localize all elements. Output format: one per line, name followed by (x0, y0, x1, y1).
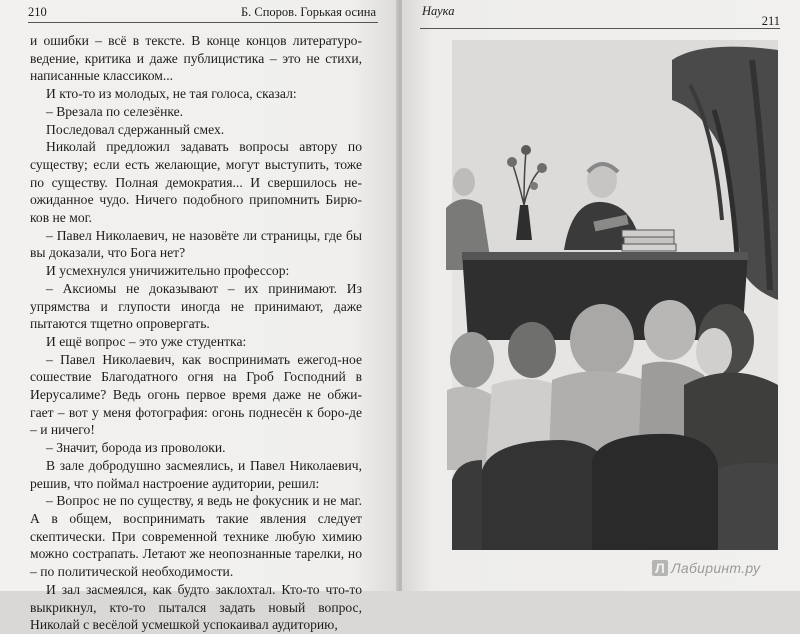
lecture-illustration (452, 40, 778, 550)
paragraph: – Вопрос не по существу, я ведь не фокусник и не маг. А в общем, воспринимать такие явления следует скептически. При современной технике любую химию можно сострапать. Летают же неопознанные тарелки, но – по политической необходимости. (30, 493, 362, 580)
left-running-head (28, 4, 378, 23)
watermark-logo: Л (652, 560, 668, 576)
right-page-number: 211 (761, 14, 780, 28)
paragraph: – Значит, борода из проволоки. (46, 440, 226, 456)
right-running-head (420, 4, 780, 29)
paragraph: И ещё вопрос – это уже студентка: (46, 333, 247, 349)
left-page-body (30, 32, 362, 634)
paragraph: и ошибки – всё в тексте. В конце концов литературо-ведение, критика и даже публицистика – это не стихи, написанные классиком... (30, 33, 362, 84)
paragraph: И усмехнулся уничижительно профессор: (46, 263, 290, 279)
watermark (652, 560, 760, 576)
paragraph: И зал засмеялся, как будто заклохтал. Кто-то что-то выкрикнул, кто-то пытался задать новый вопрос, Николай с весёлой усмешкой успокаивал аудиторию, (30, 581, 362, 633)
paragraph: – Павел Николаевич, как воспринимать ежегод-ное сошествие Благодатного огня на Гроб Господний в Иерусалиме? Ведь огонь первое время даже не обжи-гает – вот у меня фотография: огонь поднесён к боро-де – и ничего! (30, 351, 362, 438)
right-page (402, 0, 800, 591)
paragraph: В зале добродушно засмеялись, и Павел Николаевич, решив, что поймал настроение аудитории, решил: (30, 457, 362, 491)
paragraph: Николай предложил задавать вопросы автору по существу; если есть желающие, могут выступить, тоже по существу. Полная демократия... И свершилось не-ожиданное чудо. Ничего подобного припомнить Бирю-ков не мог. (30, 139, 362, 226)
paragraph: – Аксиомы не доказывают – их принимают. Из упрямства и глупости иногда не принимают, даже пытаются тщетно опровергать. (30, 280, 362, 332)
left-page (0, 0, 398, 633)
paragraph: Последовал сдержанный смех. (46, 121, 225, 137)
left-page-number: 210 (28, 5, 47, 19)
paragraph: – Павел Николаевич, не назовёте ли страницы, где бы вы доказали, что Бога нет? (30, 227, 362, 261)
running-title: Б. Споров. Горькая осина (240, 5, 376, 19)
watermark-text: Лабиринт.ру (671, 560, 761, 576)
paragraph: И кто-то из молодых, не тая голоса, сказал: (46, 86, 297, 102)
paragraph: – Врезала по селезёнке. (46, 103, 184, 119)
section-title: Наука (422, 4, 455, 18)
